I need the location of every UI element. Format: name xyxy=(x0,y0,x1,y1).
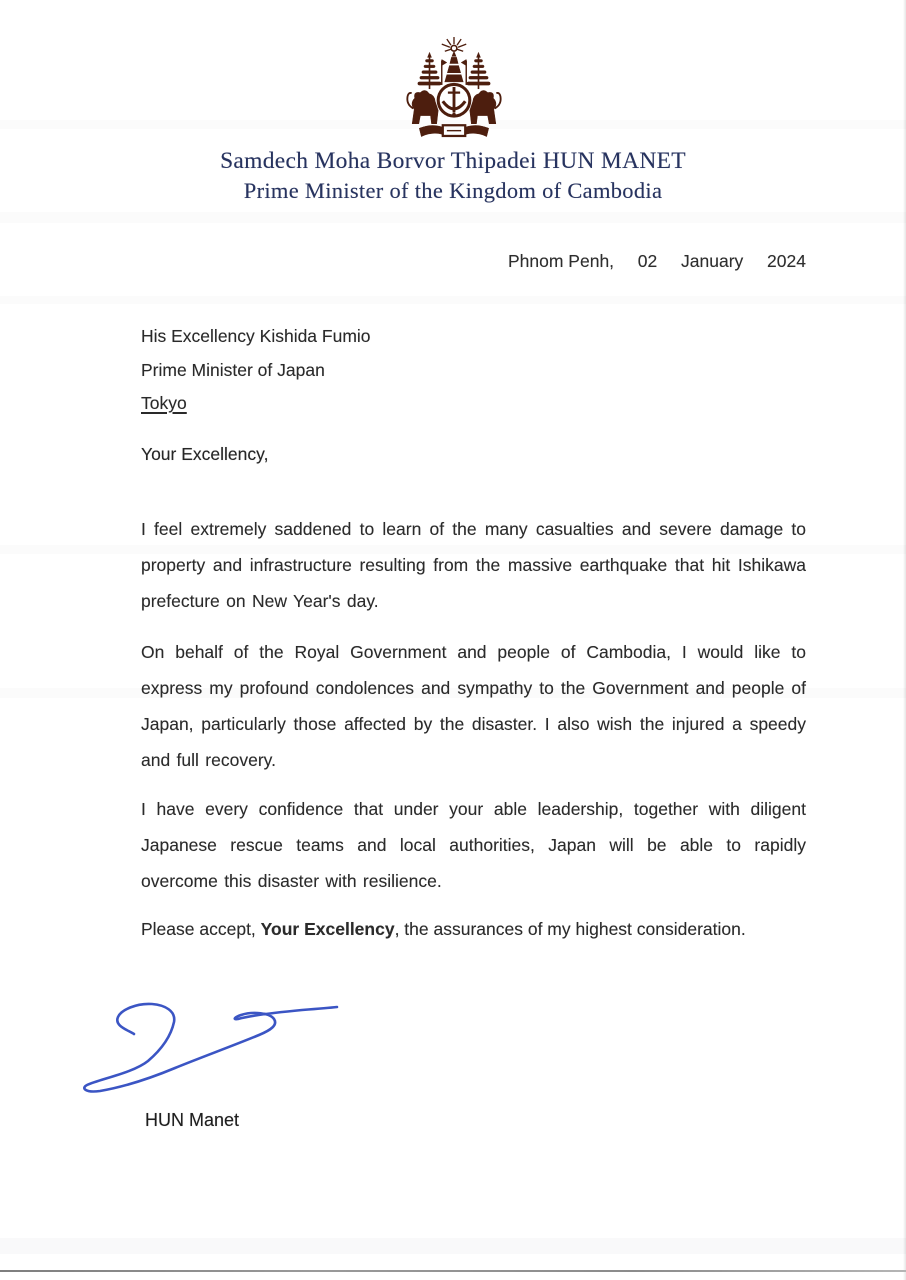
body-paragraph: On behalf of the Royal Government and people of Cambodia, I would like to express my profound condolences and sympathy to the Government and people of Japan, particularly those affected by the disaster. I also wish the injured a speedy and full recovery. xyxy=(141,642,806,770)
salutation: Your Excellency, xyxy=(141,444,269,464)
recipient-role: Prime Minister of Japan xyxy=(141,359,325,380)
signer-name: HUN Manet xyxy=(145,1110,240,1130)
body-paragraph: I have every confidence that under your able leadership, together with diligent Japanese rescue teams and local authorities, Japan will be able to rapidly overcome this disaster with resilience. xyxy=(141,799,806,891)
letterhead-title-name: Samdech Moha Borvor Thipadei HUN MANET xyxy=(220,148,686,174)
body-paragraph: I feel extremely saddened to learn of the many casualties and severe damage to property and infrastructure resulting from the massive earthquake that hit Ishikawa prefecture on New Year's day. xyxy=(141,519,806,611)
recipient-name: His Excellency Kishida Fumio xyxy=(141,326,371,346)
paper-edge-bottom xyxy=(0,1270,906,1272)
scan-artifact-band xyxy=(0,212,906,223)
scan-artifact-band xyxy=(0,1238,906,1254)
closing-emphasis: Your Excellency xyxy=(260,919,395,939)
dateline xyxy=(508,251,806,272)
dateline-year: 2024 xyxy=(767,251,806,271)
closing-suffix: , the assurances of my highest consideration. xyxy=(394,919,746,939)
dateline-place: Phnom Penh, xyxy=(508,251,615,271)
closing-prefix: Please accept, xyxy=(141,919,261,939)
dateline-day: 02 xyxy=(637,251,658,271)
scan-artifact-band xyxy=(0,296,906,304)
cambodia-royal-arms-icon xyxy=(403,36,505,138)
letterhead-title-role: Prime Minister of the Kingdom of Cambodia xyxy=(243,178,663,203)
dateline-month: January xyxy=(681,251,744,271)
recipient-city: Tokyo xyxy=(141,393,187,413)
closing-line xyxy=(141,919,841,940)
recipient-block xyxy=(141,320,371,421)
handwritten-signature-icon xyxy=(78,996,343,1101)
